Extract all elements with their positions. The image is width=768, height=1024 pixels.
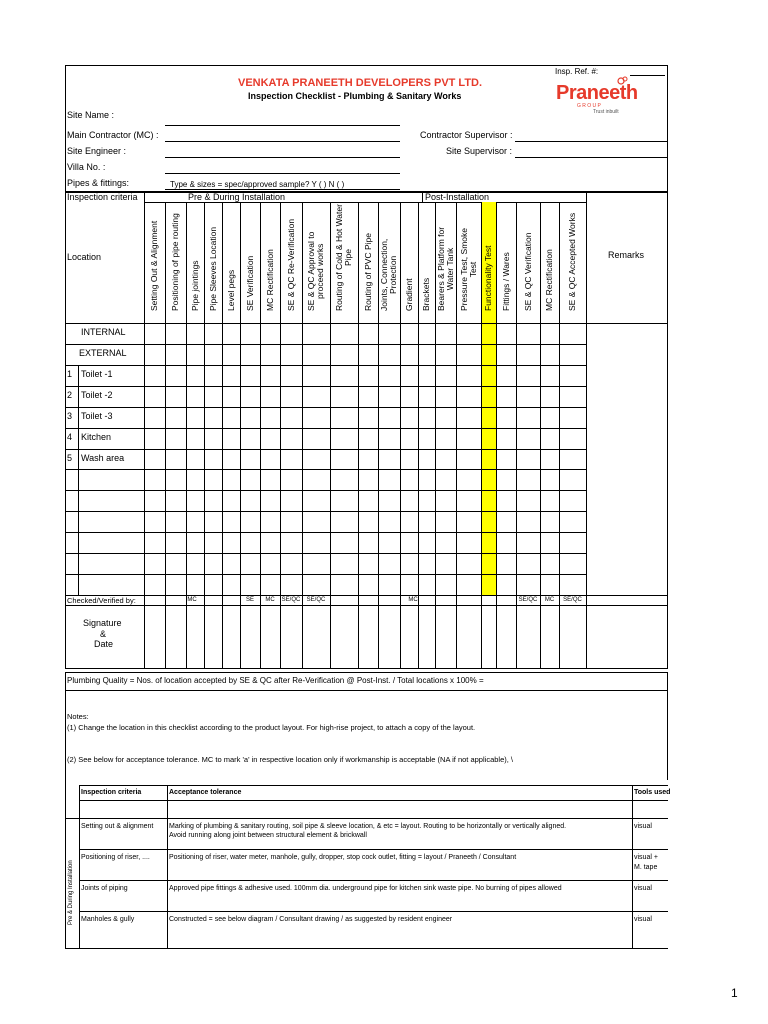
column-header <box>227 270 236 311</box>
row-number-divider <box>78 386 79 407</box>
column-header <box>246 256 255 311</box>
tol-text-2: Avoid running along joint between structural element & brickwall <box>169 832 367 839</box>
tol-text: Constructed = see below diagram / Consultant drawing / as suggested by resident engineer <box>169 916 453 923</box>
company-name: VENKATA PRANEETH DEVELOPERS PVT LTD. <box>238 77 483 89</box>
note-2: (2) See below for acceptance tolerance. MC to mark 'a' in respective location only if workmanship is acceptable (NA if not applicable), \ <box>67 755 513 764</box>
site-engineer-label: Site Engineer : <box>67 146 127 156</box>
column-header-line: Gradient <box>403 278 414 311</box>
row-number-divider <box>78 490 79 511</box>
row-number: 4 <box>67 432 73 442</box>
tol-tools: visual + <box>634 854 658 861</box>
table-row <box>65 532 586 533</box>
group-header-line <box>144 202 586 203</box>
table-row <box>65 365 586 366</box>
column-header <box>502 252 511 311</box>
tol-header-tools: Tools used <box>634 789 671 796</box>
column-header-line: Pipe <box>343 249 353 267</box>
column-header-line: Functionality Test <box>483 245 493 311</box>
villa-no-line[interactable] <box>165 173 400 174</box>
tol-text: Positioning of riser, water meter, manhole, gully, dropper, stop cock outlet, fitting = layout / Praneeth / Consultant <box>169 854 517 861</box>
verifier-label: SE/QC <box>563 597 582 603</box>
quality-bottom-line <box>65 690 668 691</box>
tol-row1-top <box>65 818 668 819</box>
tol-criteria: Positioning of riser, .... <box>81 854 150 861</box>
row-location: Toilet -1 <box>81 369 113 379</box>
column-header <box>335 204 353 311</box>
verifier-label: MC <box>544 597 555 603</box>
main-contractor-line[interactable] <box>165 141 400 142</box>
verifier-label: MC <box>408 597 418 603</box>
table-top-line <box>65 191 668 193</box>
row-location: Toilet -2 <box>81 390 113 400</box>
column-header <box>150 221 159 311</box>
column-header-line: Pressure Test, Smoke <box>458 228 469 311</box>
table-row <box>65 386 586 387</box>
site-supervisor-line[interactable] <box>515 157 668 158</box>
logo-tagline: Trust inbuilt <box>593 109 619 115</box>
signature-bottom-line <box>65 668 668 669</box>
column-header-line: Setting Out & Alignment <box>149 220 159 311</box>
tol-tools-2: M. tape <box>634 864 658 871</box>
tol-text: Marking of plumbing & sanitary routing, soil pipe & sleeve location, & etc = layout. Routing to be horizontally or vertically aligned. <box>169 823 567 830</box>
checklist-title: Inspection Checklist - Plumbing & Sanitary Works <box>248 91 462 101</box>
row-number-divider <box>78 449 79 470</box>
quality-top-line <box>65 672 668 673</box>
row-number-divider <box>78 428 79 449</box>
column-header <box>209 227 218 311</box>
table-row <box>65 490 586 491</box>
column-header-line: Brackets <box>421 277 431 311</box>
row-number-divider <box>78 574 79 595</box>
column-header-line: MC Rectification <box>264 249 275 311</box>
row-number-divider <box>78 532 79 553</box>
post-installation-label: Post-Installation <box>425 192 490 202</box>
tol-col0 <box>79 785 80 948</box>
note-1: (1) Change the location in this checklist according to the product layout. For high-rise project, to attach a copy of the layout. <box>67 723 476 732</box>
row-number: 1 <box>67 369 73 379</box>
column-header <box>545 249 554 311</box>
signature-amp: & <box>100 629 107 639</box>
column-header-line: MC Rectification <box>544 249 554 311</box>
verifier-label: SE/QC <box>281 597 301 603</box>
quality-right <box>667 672 668 690</box>
column-header-line: SE Verification <box>244 255 255 311</box>
contractor-supervisor-line[interactable] <box>515 141 668 142</box>
row-location: EXTERNAL <box>79 348 127 358</box>
notes-left <box>65 690 66 948</box>
site-supervisor-label: Site Supervisor : <box>446 146 513 156</box>
frame-left <box>65 65 66 668</box>
site-name-line[interactable] <box>165 125 400 126</box>
column-header-line: Bearers & Platform for <box>435 226 446 311</box>
column-header-line: Positioning of pipe routing <box>170 213 180 311</box>
column-header-line: SE & QC Re-Verification <box>285 218 296 311</box>
column-header <box>422 278 431 311</box>
tol-header-tolerance: Acceptance tolerance <box>169 789 242 796</box>
column-header-line: Routing of PVC Pipe <box>362 233 373 311</box>
table-row <box>65 344 586 345</box>
main-contractor-label: Main Contractor (MC) : <box>67 130 159 140</box>
tol-row3-top <box>79 880 668 881</box>
column-header <box>524 233 533 311</box>
tol-col1 <box>167 785 168 948</box>
column-header <box>266 249 275 311</box>
column-header-line: Routing of Cold & Hot Water <box>334 204 344 311</box>
verifier-label: SE <box>245 597 254 603</box>
row-number: 3 <box>67 411 73 421</box>
quality-left <box>65 672 66 690</box>
frame-right <box>667 65 668 668</box>
column-header <box>568 213 577 311</box>
column-header-line: Level pegs <box>225 269 236 311</box>
column-header <box>287 219 296 311</box>
header-bottom-line <box>65 323 668 324</box>
tol-row2-top <box>79 849 668 850</box>
table-row <box>65 428 586 429</box>
row-number-divider <box>78 365 79 386</box>
tol-text: Approved pipe fittings & adhesive used. 100mm dia. underground pipe for kitchen sink waste pipe. No burning of pipes allowed <box>169 885 562 892</box>
column-header-line: SE & QC Accepted Works <box>567 212 577 311</box>
tol-tools: visual <box>634 823 652 830</box>
notes-title: Notes: <box>67 712 89 721</box>
column-header-line: Protection <box>388 255 398 294</box>
verifier-label: MC <box>187 597 197 603</box>
pipes-fittings-line <box>165 189 400 190</box>
table-row <box>65 511 586 512</box>
page-number: 1 <box>731 986 738 1000</box>
row-number-divider <box>78 511 79 532</box>
column-header <box>460 228 478 311</box>
column-header-line: proceed works <box>315 243 325 299</box>
table-row <box>65 574 586 575</box>
praneeth-logo <box>555 74 665 118</box>
row-location: Toilet -3 <box>81 411 113 421</box>
column-header <box>380 239 398 311</box>
villa-no-label: Villa No. : <box>67 162 106 172</box>
pre-during-label: Pre & During Installation <box>188 192 286 202</box>
verifier-label: SE/QC <box>518 597 538 603</box>
logo-name: Praneeth <box>556 82 638 104</box>
location-label: Location <box>67 252 102 262</box>
site-engineer-line[interactable] <box>165 157 400 158</box>
verifier-label: MC <box>265 597 275 603</box>
signature-label: Signature <box>83 618 122 628</box>
row-number: 5 <box>67 453 73 463</box>
contractor-supervisor-label: Contractor Supervisor : <box>420 130 513 140</box>
signature-top-line <box>65 605 668 606</box>
column-header-line: Pipe Sleeves Location <box>207 226 218 311</box>
row-location: Wash area <box>81 453 125 463</box>
remarks-label: Remarks <box>608 250 645 260</box>
table-row <box>65 449 586 450</box>
column-header-line: Test <box>467 261 478 278</box>
tol-criteria: Manholes & gully <box>81 916 135 923</box>
table-row <box>65 407 586 408</box>
date-label: Date <box>94 639 114 649</box>
row-location: Kitchen <box>81 432 112 442</box>
column-header <box>405 278 414 311</box>
tol-col2 <box>632 785 633 948</box>
row-number-divider <box>78 469 79 490</box>
quality-formula: Plumbing Quality = Nos. of location accepted by SE & QC after Re-Verification @ Post-Inst. / Total locations x 100% = <box>67 676 484 685</box>
verifier-label: SE/QC <box>306 597 326 603</box>
tol-header-criteria: Inspection criteria <box>81 789 142 796</box>
row-location: INTERNAL <box>81 327 126 337</box>
tol-tools: visual <box>634 916 652 923</box>
inspection-criteria-label: Inspection criteria <box>67 192 138 202</box>
column-header <box>171 213 180 311</box>
insp-ref-label: Insp. Ref. #: <box>555 67 599 76</box>
checked-verified-label: Checked/Verified by: <box>67 596 136 605</box>
column-header <box>484 245 493 311</box>
column-header-line: SE & QC Approval to <box>306 231 316 311</box>
column-header-line: Pipe jointings <box>189 260 200 311</box>
tol-side-label: Pre & During Installation <box>68 860 74 925</box>
column-header-line: Water Tank <box>444 247 455 291</box>
column-header <box>364 233 373 311</box>
column-divider <box>496 202 497 668</box>
type-sizes-text: Type & sizes = spec/approved sample? Y ( ) N ( ) <box>170 180 345 189</box>
pipes-fittings-label: Pipes & fittings: <box>67 178 130 188</box>
column-header <box>191 260 200 311</box>
column-header-line: Joints, Connection, <box>379 238 389 311</box>
column-header <box>307 232 325 311</box>
remarks-column-divider <box>586 192 587 668</box>
column-header <box>437 227 455 311</box>
row-number-divider <box>78 553 79 574</box>
notes-right <box>667 690 668 780</box>
tol-bottom-line <box>65 948 668 949</box>
group-divider <box>422 192 423 203</box>
tol-tools: visual <box>634 885 652 892</box>
tol-row4-top <box>79 911 668 912</box>
tol-criteria: Setting out & alignment <box>81 823 154 830</box>
table-row <box>65 553 586 554</box>
row-number: 2 <box>67 390 73 400</box>
column-header-line: Fittings / Wares <box>500 252 511 311</box>
site-name-label: Site Name : <box>67 110 115 120</box>
row-number-divider <box>78 407 79 428</box>
tol-criteria: Joints of piping <box>81 885 128 892</box>
table-row <box>65 469 586 470</box>
logo-group: G R O U P <box>577 103 601 109</box>
column-header-line: SE & QC Verification <box>522 232 533 311</box>
